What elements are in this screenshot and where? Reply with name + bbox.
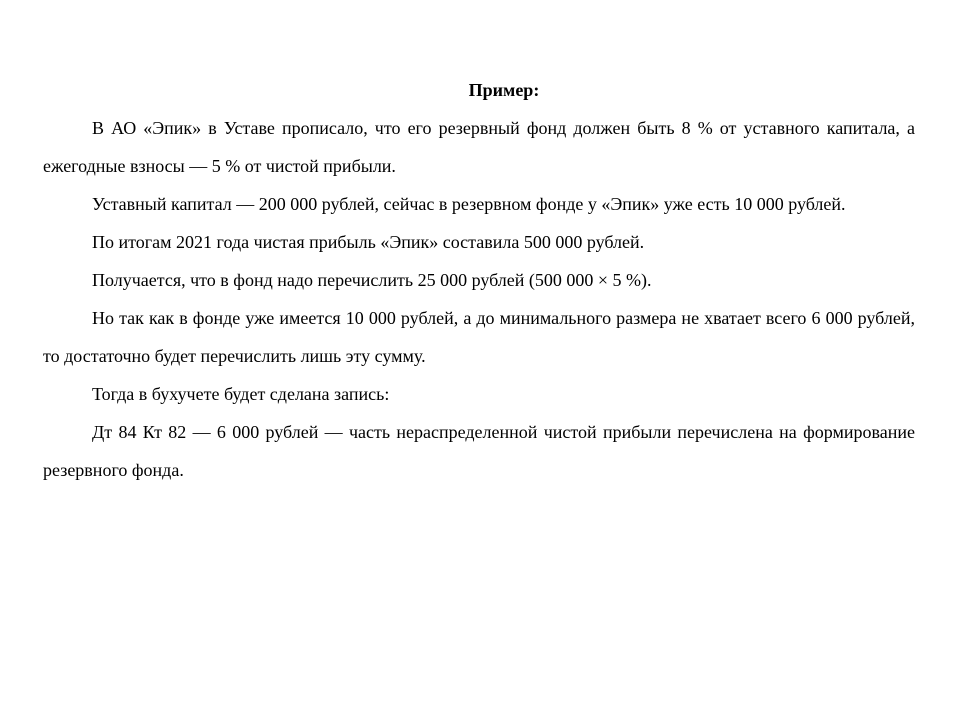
paragraph-shortfall: Но так как в фонде уже имеется 10 000 рублей, а до минимального размера не хватает всего 6 000 рублей, то достаточно будет перечислить лишь эту сумму. bbox=[43, 308, 915, 366]
paragraph-calculation: Получается, что в фонд надо перечислить 25 000 рублей (500 000 × 5 %). bbox=[92, 270, 652, 290]
paragraph-authorized-capital: Уставный капитал — 200 000 рублей, сейчас в резервном фонде у «Эпик» уже есть 10 000 рублей. bbox=[92, 194, 846, 214]
example-heading: Пример: bbox=[468, 80, 540, 100]
paragraph-accounting-entry: Дт 84 Кт 82 — 6 000 рублей — часть нераспределенной чистой прибыли перечислена на формирование резервного фонда. bbox=[43, 422, 915, 480]
document-page bbox=[43, 71, 915, 489]
paragraph-net-profit: По итогам 2021 года чистая прибыль «Эпик» составила 500 000 рублей. bbox=[92, 232, 645, 252]
paragraph-reserve-fund-rules: В АО «Эпик» в Уставе прописало, что его резервный фонд должен быть 8 % от уставного капитала, а ежегодные взносы — 5 % от чистой прибыли. bbox=[43, 118, 915, 176]
paragraph-accounting-entry-intro: Тогда в бухучете будет сделана запись: bbox=[92, 384, 390, 404]
